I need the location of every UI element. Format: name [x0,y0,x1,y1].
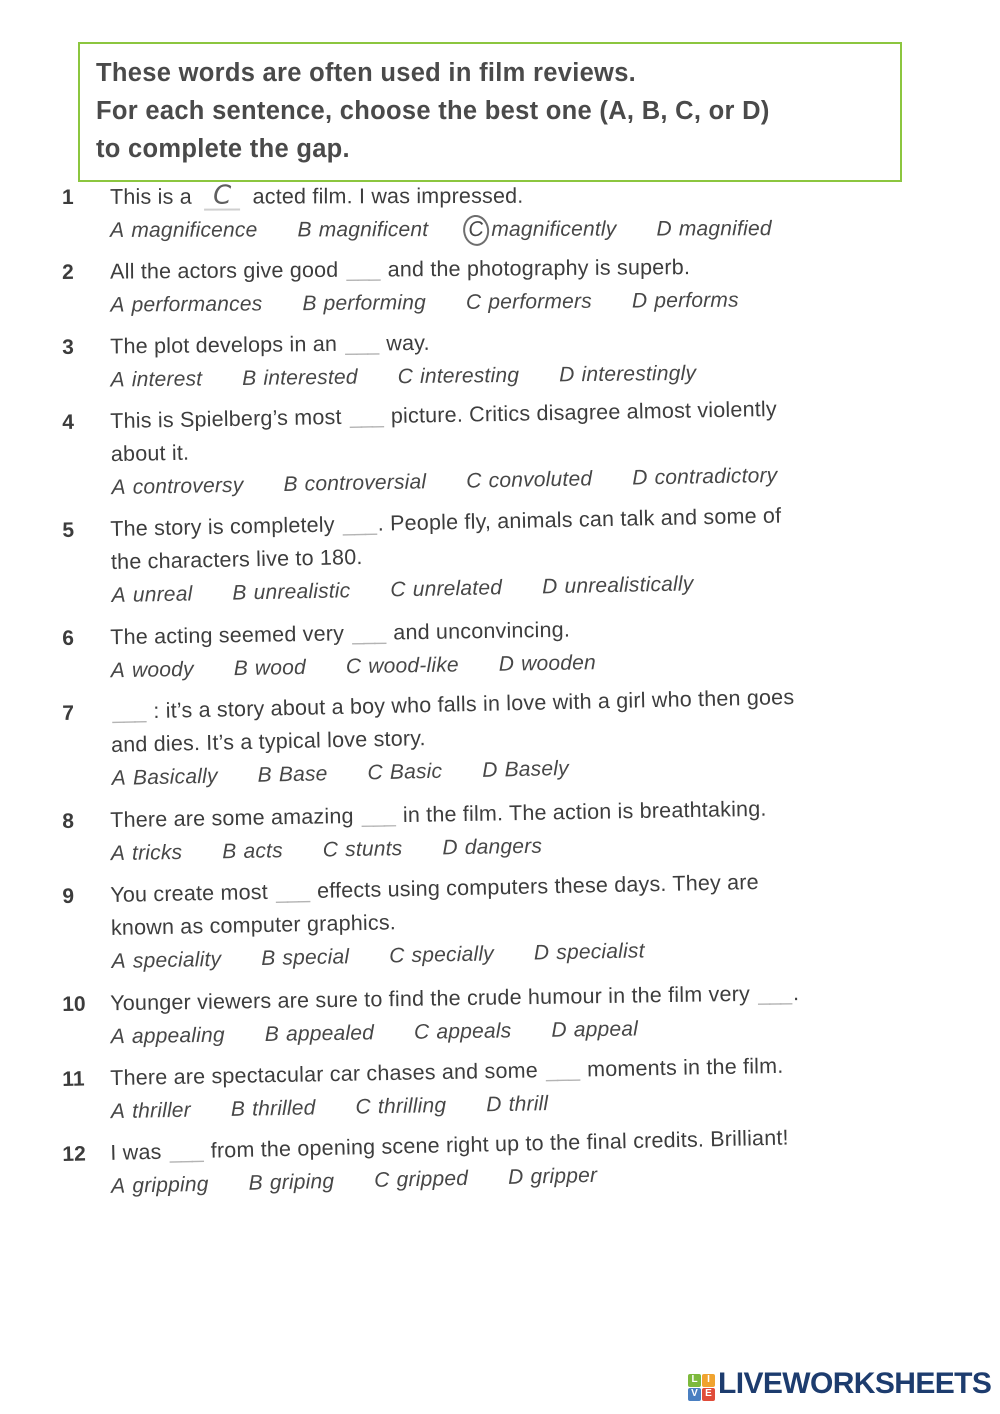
option-text: Basically [132,764,218,790]
option-text: thrilled [251,1096,316,1121]
question-content [110,1046,968,1128]
question-number: 3 [62,335,75,359]
option-text: wood-like [368,653,460,678]
option-text: performing [323,291,427,315]
stem-line: There are some amazing ___ in the film. The action is breathtaking. [110,796,767,833]
option-text: wooden [520,651,597,676]
option-text: specially [411,942,495,967]
option-letter: B [283,472,298,496]
option-text: Base [278,762,328,787]
option-letter: A [110,1099,126,1124]
option-letter: D [541,575,558,599]
option-letter: B [233,656,249,681]
option-12-A[interactable] [111,1168,209,1203]
option-letter: B [232,581,247,605]
option-8-B[interactable] [222,834,283,868]
stem-line: Younger viewers are sure to find the crude humour in the film very ___. [110,981,800,1016]
option-letter: D [498,652,515,676]
option-letter: A [111,475,126,500]
option-4-B[interactable] [283,465,426,501]
option-letter: B [248,1171,264,1195]
answer-blank[interactable]: ___ [342,511,376,537]
option-11-A[interactable] [111,1094,192,1128]
question-6 [62,607,968,688]
option-letter: B [242,366,257,390]
instruction-line: For each sentence, choose the best one (A, B, C, or D) [96,97,770,125]
question-content [110,1117,968,1202]
question-8 [62,789,968,871]
option-text: griping [269,1169,335,1195]
option-text: stunts [344,837,403,862]
question-options [110,212,967,247]
option-letter: C [367,761,384,785]
question-content [110,677,969,795]
option-text: thriller [131,1098,192,1123]
question-1 [62,179,967,247]
option-7-B[interactable] [257,757,328,792]
option-text: convoluted [488,467,593,493]
liveworksheets-logo-icon [688,1374,715,1401]
stem-line: The story is completely ___. People fly, animals can talk and some of [110,503,782,542]
option-12-C[interactable] [374,1162,469,1197]
option-letter: A [110,1025,126,1049]
option-text: appealed [285,1021,375,1046]
stem-line: the characters live to 180. [110,544,363,575]
option-11-D[interactable] [486,1087,549,1121]
question-number: 5 [62,518,75,542]
question-number: 12 [62,1142,86,1166]
logo-square-I: I [702,1374,715,1387]
option-6-C[interactable] [346,648,459,683]
stem-line: about it. [110,440,190,467]
question-number: 6 [62,626,75,650]
option-letter: D [551,1018,567,1042]
stem-line: This is Spielberg’s most ___ picture. Critics disagree almost violently [110,396,778,434]
answer-blank[interactable]: ___ [757,981,792,1006]
option-8-A[interactable] [111,836,183,870]
option-letter: A [110,293,125,317]
option-letter: A [111,949,127,974]
answer-blank[interactable]: ___ [345,331,379,356]
option-6-A[interactable] [111,653,194,687]
answer-blank[interactable]: ___ [169,1138,203,1164]
option-10-A[interactable] [110,1019,225,1054]
question-9 [62,862,969,979]
option-letter: C [345,655,362,679]
option-text: performs [654,288,739,313]
question-4 [62,389,969,505]
stem-line: The acting seemed very ___ and unconvincing. [110,617,571,650]
logo-square-E: E [702,1388,715,1401]
option-letter: A [110,1174,126,1198]
option-9-D[interactable] [534,934,645,969]
question-stem [110,179,967,214]
option-text: Basely [504,756,570,782]
option-text: interestingly [581,361,697,387]
option-9-C[interactable] [389,937,494,972]
option-text: interest [131,367,203,392]
answer-blank[interactable]: ___ [361,803,395,828]
option-letter: A [110,218,125,242]
stem-line: ___ : it’s a story about a boy who falls in love with a girl who then goes [112,685,795,724]
question-number: 9 [62,884,75,908]
option-3-D[interactable] [559,357,696,392]
option-text: appealing [131,1023,225,1048]
option-text: gripped [396,1166,469,1192]
instruction-line: These words are often used in film reviews. [96,59,637,87]
handwritten-answer: C [204,184,240,211]
option-1-A[interactable] [110,213,257,246]
option-text: performances [131,292,263,317]
instruction-line: to complete the gap. [96,135,350,163]
option-9-B[interactable] [261,940,350,975]
option-5-C[interactable] [390,571,502,606]
option-letter: A [111,766,127,790]
footer-brand [688,1367,991,1401]
question-content [110,862,969,978]
question-2 [62,249,967,322]
option-text: interesting [419,363,520,388]
stem-line: known as computer graphics. [110,910,397,941]
option-text: contradictory [654,463,778,490]
option-7-A[interactable] [111,760,218,795]
question-content [110,321,968,397]
option-6-D[interactable] [499,646,597,681]
option-11-B[interactable] [231,1091,316,1126]
question-number: 7 [62,701,75,725]
question-number: 10 [62,992,86,1016]
question-content [110,389,969,504]
option-text: interested [263,365,358,390]
option-4-C[interactable] [466,462,593,497]
option-text: specialist [556,939,645,965]
answer-blank[interactable]: ___ [346,257,380,282]
option-letter: C [397,365,414,389]
answer-blank[interactable]: ___ [545,1057,580,1083]
option-text: gripping [132,1172,209,1198]
question-10 [62,975,968,1054]
option-text: appeal [573,1017,639,1042]
stem-line: I was ___ from the opening scene right up to the final credits. Brilliant! [110,1125,789,1165]
option-text: magnificent [318,218,429,242]
option-letter: D [631,289,648,313]
option-letter: A [111,583,127,608]
option-text: Basic [389,759,443,784]
option-12-B[interactable] [248,1165,334,1200]
option-2-C[interactable] [466,285,592,319]
option-text: magnificence [131,218,258,242]
option-letter: B [260,946,276,971]
question-11 [62,1046,968,1129]
option-8-C[interactable] [323,832,403,866]
option-7-C[interactable] [367,755,442,790]
stem-line: The plot develops in an ___ way. [110,330,430,359]
option-letter: C [413,1020,430,1044]
option-letter: B [230,1097,246,1121]
option-text: special [282,945,350,970]
answer-blank[interactable]: ___ [349,404,383,429]
option-letter: B [222,839,237,864]
question-12 [62,1117,968,1204]
option-letter: D [481,758,498,782]
option-5-A[interactable] [111,577,192,612]
option-text: thrill [508,1092,549,1116]
option-letter: C [374,1168,390,1192]
question-number: 8 [62,809,75,833]
option-2-D[interactable] [632,284,739,318]
question-content [110,179,967,247]
question-5 [62,496,969,613]
answer-blank[interactable]: ___ [275,879,310,904]
option-letter: D [559,363,575,387]
stem-line: All the actors give good ___ and the photography is superb. [110,255,691,284]
option-5-B[interactable] [232,574,351,609]
question-number: 1 [62,185,74,209]
option-text: appeals [436,1019,512,1044]
option-letter: D [486,1092,502,1117]
option-3-A[interactable] [110,362,202,396]
option-text: unrealistic [253,579,351,605]
option-11-C[interactable] [355,1089,446,1124]
option-letter: D [656,217,672,241]
option-3-B[interactable] [242,361,358,395]
option-4-D[interactable] [632,459,778,495]
question-number: 4 [62,410,75,434]
option-9-A[interactable] [111,943,221,978]
question-content [110,496,969,612]
option-letter: D [632,466,648,490]
option-10-D[interactable] [551,1012,638,1046]
option-letter: D [442,836,458,860]
instruction-box [78,42,902,182]
option-text: dangers [464,834,543,859]
questions-list [62,181,967,1213]
option-text: performers [488,289,592,314]
question-content [110,789,968,870]
option-letter: B [297,218,312,242]
circled-option-letter: C [462,214,491,248]
option-4-A[interactable] [111,469,244,504]
question-3 [62,321,968,397]
logo-square-V: V [688,1388,701,1401]
option-text: controversy [132,473,244,499]
option-10-C[interactable] [414,1014,512,1048]
option-text: magnified [678,217,772,241]
option-text: controversial [304,470,427,496]
option-text: unreal [132,582,193,607]
option-2-B[interactable] [302,286,426,320]
stem-line: There are spectacular car chases and some ___ moments in the film. [110,1053,784,1091]
question-options [110,282,967,322]
option-letter: A [110,841,126,866]
option-1-B[interactable] [297,213,428,246]
option-letter: C [466,469,482,493]
option-text: thrilling [377,1093,447,1119]
option-text: gripper [530,1163,598,1189]
question-content [110,249,967,322]
option-2-A[interactable] [110,287,262,321]
option-letter: B [257,763,273,787]
option-letter: B [302,292,317,316]
option-letter: B [264,1022,280,1046]
stem-line: and dies. It’s a typical love story. [110,726,426,757]
stem-line: This is a C acted film. I was impressed. [110,180,524,211]
option-8-D[interactable] [442,830,542,865]
option-letter: C [322,838,339,862]
option-3-C[interactable] [397,359,519,393]
option-letter: C [388,944,405,968]
option-text: tricks [131,840,183,865]
option-text: woody [131,657,194,682]
option-text: speciality [132,947,222,973]
option-1-D[interactable] [656,212,771,245]
option-6-B[interactable] [233,651,306,685]
answer-blank[interactable]: ___ [112,699,146,724]
option-5-D[interactable] [542,567,694,603]
option-letter: D [533,941,550,965]
option-letter: C [355,1095,372,1119]
question-content [110,975,968,1054]
option-text: acts [243,839,283,863]
option-letter: C [390,578,406,602]
question-number: 2 [62,260,74,284]
option-12-D[interactable] [508,1159,598,1194]
option-letter: D [507,1165,524,1189]
question-content [110,607,968,687]
option-letter: C [465,290,482,314]
option-text: unrelated [412,576,503,601]
logo-square-L: L [688,1374,701,1387]
option-7-D[interactable] [482,752,569,787]
question-number: 11 [62,1067,85,1091]
option-text: wood [254,655,307,680]
option-1-C[interactable] [468,213,616,246]
option-text: magnificently [491,217,617,241]
brand-name: LIVEWORKSHEETS [718,1367,992,1400]
stem-line: You create most ___ effects using computers these days. They are [110,870,760,908]
option-text: unrealistically [564,572,694,598]
option-letter: A [110,658,126,683]
answer-blank[interactable]: ___ [352,620,386,646]
question-7 [62,677,969,796]
option-10-B[interactable] [265,1016,375,1051]
option-letter: A [110,368,125,392]
